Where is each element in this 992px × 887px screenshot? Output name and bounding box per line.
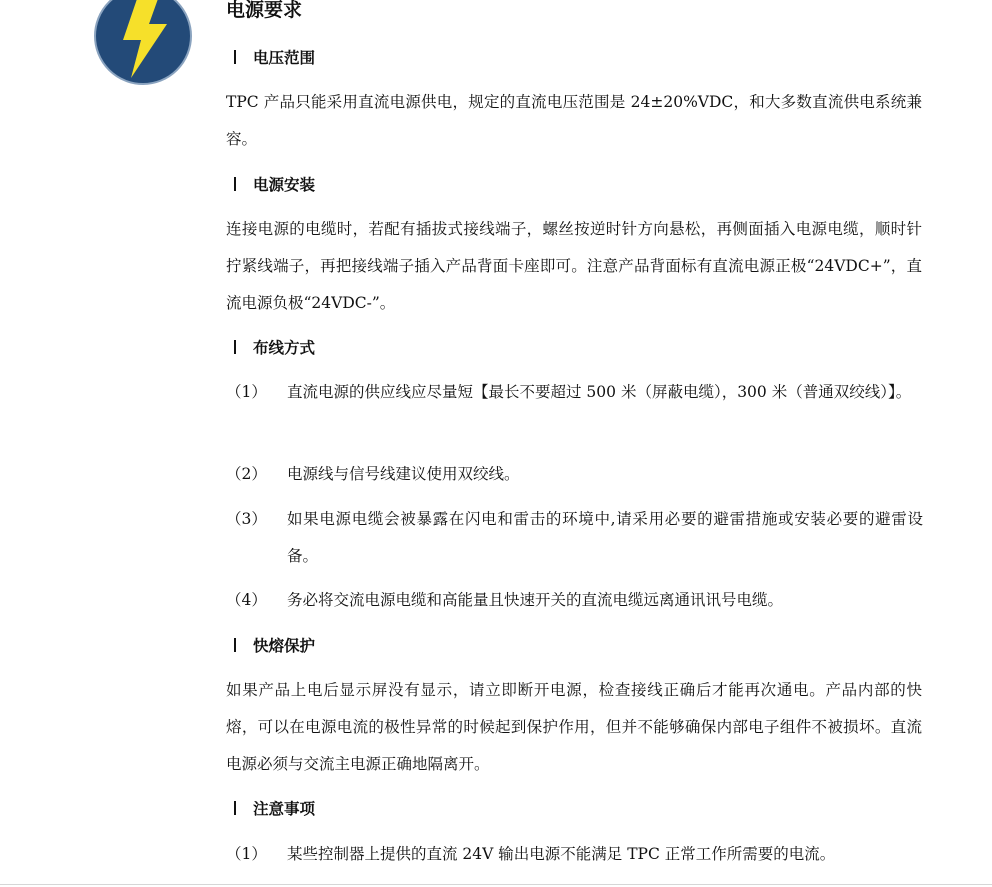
section-heading-label: 快熔保护 bbox=[253, 637, 316, 655]
paragraph-voltage-range: TPC 产品只能采用直流电源供电，规定的直流电压范围是 24±20%VDC，和大多数直流供电系统兼容。 bbox=[226, 93, 922, 148]
list-item-text: 电源线与信号线建议使用双绞线。 bbox=[287, 465, 520, 483]
paragraph-power-installation: 连接电源的电缆时，若配有插拔式接线端子，螺丝按逆时针方向悬松，再侧面插入电源电缆，顺时针拧紧线端子，再把接线端子插入产品背面卡座即可。注意产品背面标有直流电源正极“24VDC+”，直流电源负极“24VDC-”。 bbox=[226, 220, 922, 312]
lightning-bolt-icon bbox=[93, 0, 193, 86]
heading-marker bbox=[234, 638, 236, 652]
page-title: 电源要求 bbox=[226, 0, 303, 21]
list-item-number: （1） bbox=[226, 845, 267, 863]
list-item bbox=[226, 374, 926, 411]
section-heading-label: 电源安装 bbox=[253, 176, 316, 194]
section-heading-label: 布线方式 bbox=[253, 339, 316, 357]
heading-marker bbox=[234, 801, 236, 815]
list-item bbox=[226, 456, 926, 493]
list-item-text: 某些控制器上提供的直流 24V 输出电源不能满足 TPC 正常工作所需要的电流。 bbox=[287, 845, 836, 863]
list-item-text: 务必将交流电源电缆和高能量且快速开关的直流电缆远离通讯讯号电缆。 bbox=[287, 591, 784, 609]
logo bbox=[93, 0, 193, 86]
list-item bbox=[226, 836, 926, 873]
list-item-number: （4） bbox=[226, 591, 267, 609]
list-item-text: 如果电源电缆会被暴露在闪电和雷击的环境中,请采用必要的避雷措施或安装必要的避雷设备。 bbox=[287, 510, 923, 565]
paragraph-fuse-protection: 如果产品上电后显示屏没有显示，请立即断开电源，检查接线正确后才能再次通电。产品内部的快熔，可以在电源电流的极性异常的时候起到保护作用，但并不能够确保内部电子组件不被损坏。直流电源必须与交流主电源正确地隔离开。 bbox=[226, 681, 922, 773]
heading-marker bbox=[234, 177, 236, 191]
page-bottom-divider bbox=[0, 884, 992, 885]
section-heading-label: 电压范围 bbox=[253, 49, 316, 67]
heading-marker bbox=[234, 340, 236, 354]
list-item-text: 直流电源的供应线应尽量短【最长不要超过 500 米（屏蔽电缆），300 米（普通双绞线）】。 bbox=[287, 383, 912, 401]
heading-marker bbox=[234, 50, 236, 64]
list-item-number: （1） bbox=[226, 383, 267, 401]
section-heading-label: 注意事项 bbox=[253, 800, 316, 818]
list-item-number: （3） bbox=[226, 510, 267, 528]
list-item bbox=[226, 582, 926, 619]
list-item bbox=[226, 501, 926, 575]
list-item-number: （2） bbox=[226, 465, 267, 483]
